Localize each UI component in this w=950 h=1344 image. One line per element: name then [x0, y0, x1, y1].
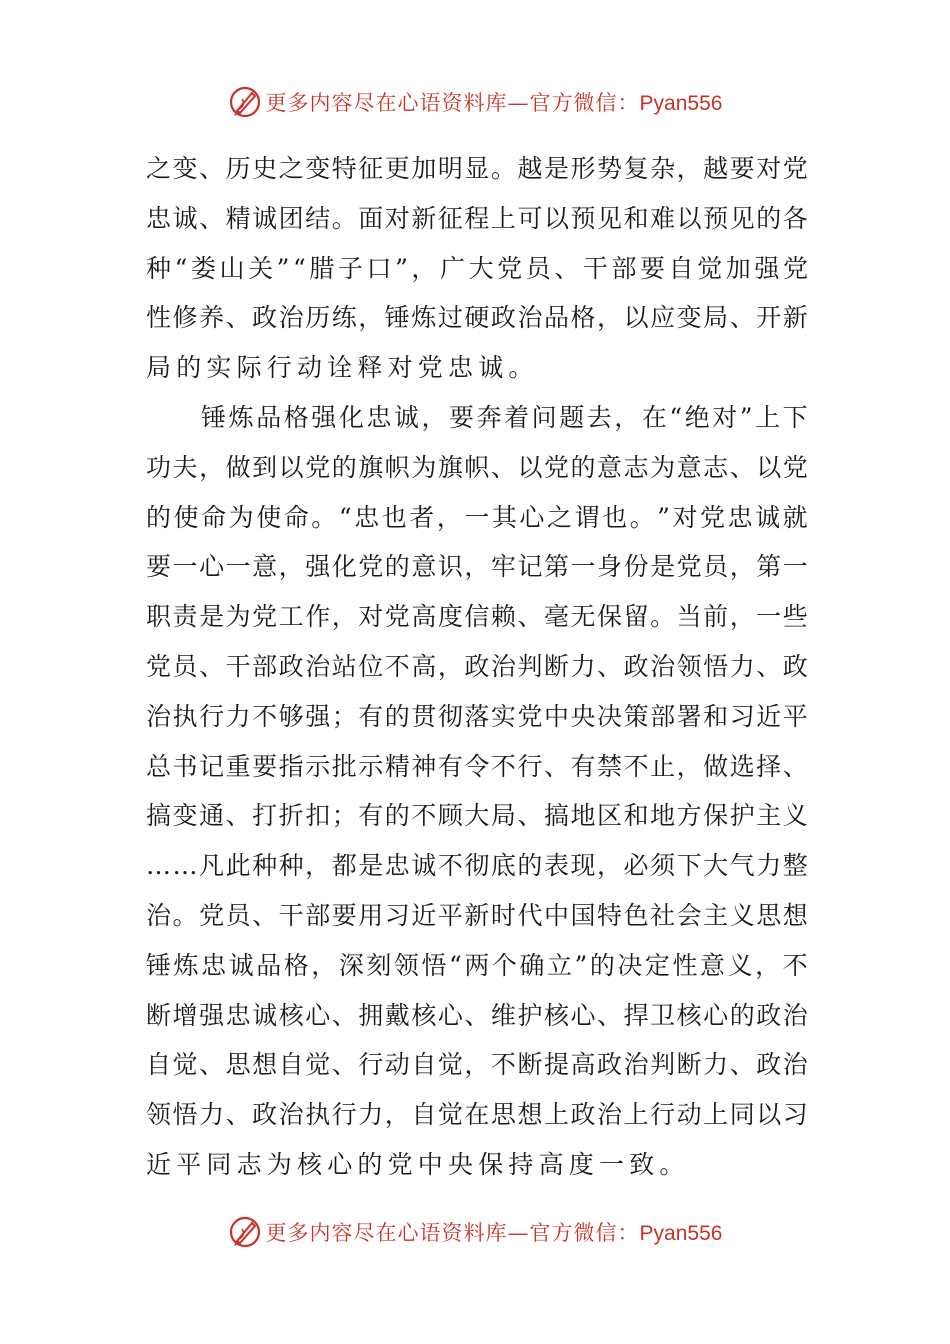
banner-main-text: 更多内容尽在心语资料库 — [265, 1221, 508, 1245]
body-line: 局的实际行动诠释对党忠诚。 — [146, 353, 539, 383]
banner-text — [266, 87, 723, 117]
body-line: 种 “ 娄 山 关 ” “ 腊 子 口 ” ， 广 大 党 员 、 干 部 要 自 觉 加 强 党 — [146, 253, 808, 283]
body-line: 忠 诚 、 精 诚 团 结 。 面 对 新 征 程 上 可 以 预 见 和 难 以 预 见 的 各 — [146, 203, 808, 233]
body-line: 领 悟 力 、 政 治 执 行 力 ， 自 觉 在 思 想 上 政 治 上 行 动 上 同 以 习 — [146, 1100, 808, 1130]
body-line: 断 增 强 忠 诚 核 心 、 拥 戴 核 心 、 维 护 核 心 、 捍 卫 核 心 的 政 治 — [146, 1000, 808, 1030]
body-line: 功 夫 ， 做 到 以 党 的 旗 帜 为 旗 帜 、 以 党 的 意 志 为 意 志 、 以 党 — [146, 452, 808, 482]
banner-dash: — — [507, 1221, 530, 1245]
body-line: 自 觉 、 思 想 自 觉 、 行 动 自 觉 ， 不 断 提 高 政 治 判 断 力 、 政 治 — [146, 1050, 808, 1080]
body-line: 治 。 党 员 、 干 部 要 用 习 近 平 新 时 代 中 国 特 色 社 会 主 义 思 想 — [146, 900, 808, 930]
body-line: 锤 炼 品 格 强 化 忠 诚 ， 要 奔 着 问 题 去 ， 在 “ 绝 对 ” 上 下 — [201, 402, 808, 432]
body-line: 的 使 命 为 使 命 。 “ 忠 也 者 ， 一 其 心 之 谓 也 。 ” 对 党 忠 诚 就 — [146, 502, 808, 532]
banner-wechat-id: Pyan556 — [639, 1222, 723, 1245]
banner-wechat-label: 官方微信： — [529, 91, 640, 115]
banner-text — [266, 1217, 723, 1247]
body-line: 性 修 养 、 政 治 历 练 ， 锤 炼 过 硬 政 治 品 格 ， 以 应 变 局 、 开 新 — [146, 303, 808, 333]
body-line: … … 凡 此 种 种 ， 都 是 忠 诚 不 彻 底 的 表 现 ， 必 须 下 大 气 力 整 — [146, 851, 808, 881]
body-line: 近平同志为核心的党中央保持高度一致。 — [146, 1149, 690, 1179]
banner-wechat-label: 官方微信： — [529, 1221, 640, 1245]
footer-watermark-banner — [0, 1210, 950, 1254]
banner-dash: — — [507, 91, 530, 115]
banner-main-text: 更多内容尽在心语资料库 — [265, 91, 508, 115]
pen-circle-icon — [228, 1215, 262, 1249]
body-line: 职 责 是 为 党 工 作 ， 对 党 高 度 信 赖 、 毫 无 保 留 。 当 前 ， 一 些 — [146, 602, 808, 632]
body-line: 之 变 、 历 史 之 变 特 征 更 加 明 显 。 越 是 形 势 复 杂 ， 越 要 对 党 — [146, 154, 808, 183]
body-line: 党 员 、 干 部 政 治 站 位 不 高 ， 政 治 判 断 力 、 政 治 领 悟 力 、 政 — [146, 651, 808, 681]
body-line: 治 执 行 力 不 够 强 ； 有 的 贯 彻 落 实 党 中 央 决 策 部 署 和 习 近 平 — [146, 701, 808, 731]
body-line: 总 书 记 重 要 指 示 批 示 精 神 有 令 不 行 、 有 禁 不 止 ， 做 选 择 、 — [146, 751, 808, 781]
body-line: 要 一 心 一 意 ， 强 化 党 的 意 识 ， 牢 记 第 一 身 份 是 党 员 ， 第 一 — [146, 552, 808, 582]
document-body — [146, 144, 808, 1190]
body-line: 锤 炼 忠 诚 品 格 ， 深 刻 领 悟 “ 两 个 确 立 ” 的 决 定 性 意 义 ， 不 — [146, 950, 808, 980]
body-line: 搞 变 通 、 打 折 扣 ； 有 的 不 顾 大 局 、 搞 地 区 和 地 方 保 护 主 义 — [146, 801, 808, 831]
pen-circle-icon — [228, 85, 262, 119]
header-watermark-banner — [0, 80, 950, 124]
banner-wechat-id: Pyan556 — [639, 92, 723, 115]
